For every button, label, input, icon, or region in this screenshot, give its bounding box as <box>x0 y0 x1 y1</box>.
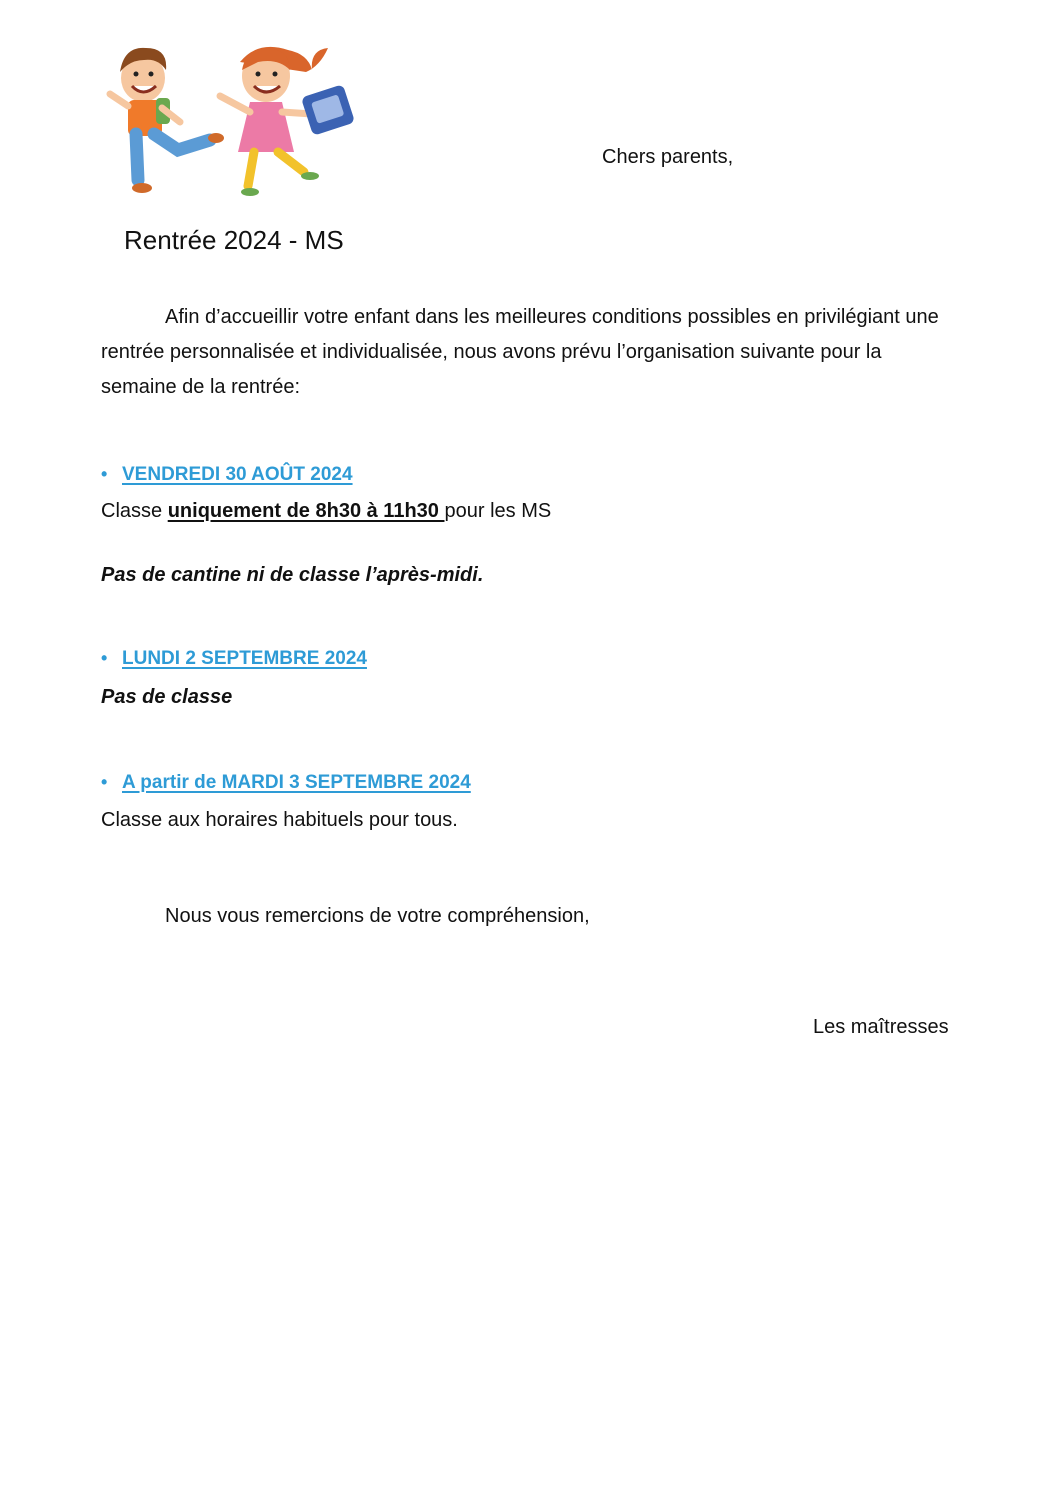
greeting: Chers parents, <box>602 146 734 168</box>
girl-figure <box>220 47 355 196</box>
intro-text: Afin d’accueillir votre enfant dans les meilleures conditions possibles en privilégiant une rentrée personnalisée et individualisée, nous avons prévu l’organisation suivante pour la semaine de la rentrée: <box>101 306 939 398</box>
heading-text: VENDREDI 30 AOÛT 2024 <box>122 464 353 485</box>
section-vendredi-note: Pas de cantine ni de classe l’après-midi. <box>101 564 484 586</box>
bullet-icon: • <box>101 464 108 484</box>
closing-line: Nous vous remercions de votre compréhension, <box>165 905 590 927</box>
section-mardi-line: Classe aux horaires habituels pour tous. <box>101 809 458 831</box>
section-vendredi-schedule <box>101 500 551 523</box>
heading-text: LUNDI 2 SEPTEMBRE 2024 <box>122 648 367 669</box>
schedule-hours: uniquement de 8h30 à 11h30 <box>167 500 445 522</box>
section-lundi-note: Pas de classe <box>101 686 233 708</box>
schedule-prefix: Classe <box>101 500 168 522</box>
bullet-icon: • <box>101 772 108 792</box>
section-lundi-heading <box>101 648 367 670</box>
schedule-suffix: pour les MS <box>444 500 552 522</box>
section-mardi-heading <box>101 772 471 794</box>
heading-text: A partir de MARDI 3 SEPTEMBRE 2024 <box>122 772 471 793</box>
bullet-icon: • <box>101 648 108 668</box>
page-title: Rentrée 2024 - MS <box>124 225 344 255</box>
signature: Les maîtresses <box>813 1016 949 1038</box>
boy-figure <box>110 48 224 193</box>
section-vendredi-heading <box>101 464 353 486</box>
intro-paragraph <box>101 300 961 405</box>
children-illustration <box>98 40 360 198</box>
